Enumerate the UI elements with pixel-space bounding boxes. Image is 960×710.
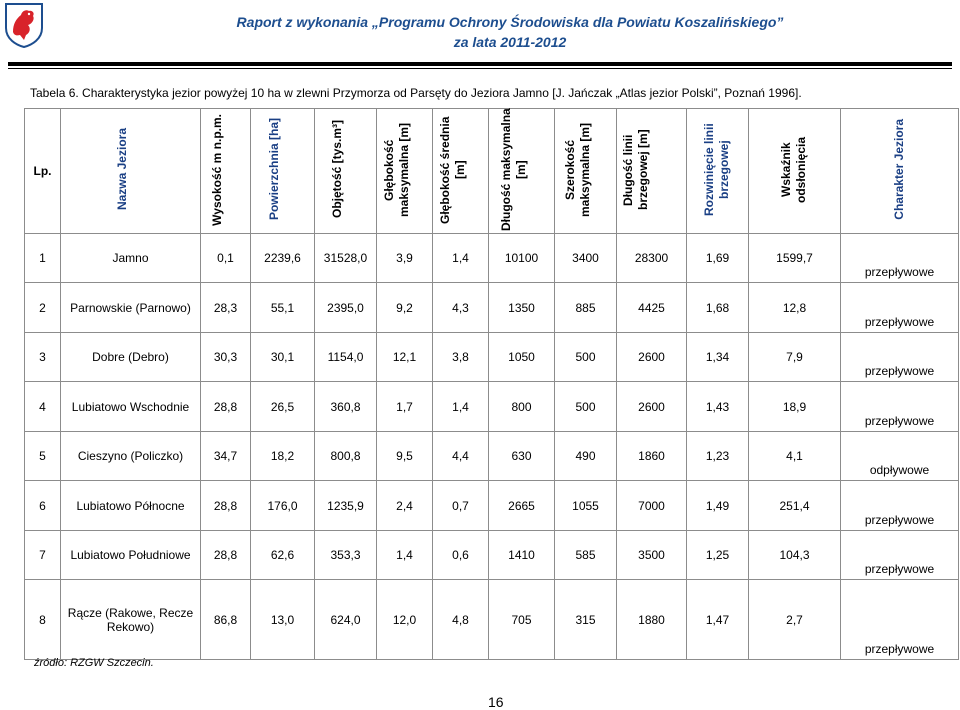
col-header-volume: Objętość [tys.m³] <box>315 109 377 234</box>
cell-lp: 4 <box>25 382 61 431</box>
cell-name: Parnowskie (Parnowo) <box>61 283 201 332</box>
cell-max-width: 490 <box>555 431 617 480</box>
cell-lp: 7 <box>25 530 61 579</box>
cell-volume: 1235,9 <box>315 481 377 530</box>
source-note: źródło: RZGW Szczecin. <box>34 657 154 669</box>
cell-avg-depth: 1,4 <box>433 382 489 431</box>
col-header-shoreline-length: Długość linii brzegowej [m] <box>617 109 687 234</box>
cell-max-width: 1055 <box>555 481 617 530</box>
cell-area: 30,1 <box>251 332 315 381</box>
cell-lp: 5 <box>25 431 61 480</box>
cell-area: 18,2 <box>251 431 315 480</box>
cell-exposure-index: 1599,7 <box>749 234 841 283</box>
cell-area: 26,5 <box>251 382 315 431</box>
cell-avg-depth: 4,3 <box>433 283 489 332</box>
cell-shoreline-length: 28300 <box>617 234 687 283</box>
cell-altitude: 30,3 <box>201 332 251 381</box>
table-row <box>25 481 959 530</box>
cell-avg-depth: 4,4 <box>433 431 489 480</box>
cell-max-depth: 9,2 <box>377 283 433 332</box>
cell-volume: 353,3 <box>315 530 377 579</box>
cell-max-width: 585 <box>555 530 617 579</box>
page-number: 16 <box>488 694 504 710</box>
table-row <box>25 382 959 431</box>
cell-character: przepływowe <box>841 234 959 283</box>
header-divider-thick <box>8 62 952 66</box>
cell-avg-depth: 0,6 <box>433 530 489 579</box>
cell-shoreline-development: 1,34 <box>687 332 749 381</box>
cell-max-width: 500 <box>555 332 617 381</box>
cell-lp: 1 <box>25 234 61 283</box>
cell-area: 13,0 <box>251 580 315 660</box>
cell-max-depth: 12,0 <box>377 580 433 660</box>
lakes-table <box>24 108 959 660</box>
cell-volume: 1154,0 <box>315 332 377 381</box>
cell-altitude: 34,7 <box>201 431 251 480</box>
col-header-exposure-index: Wskaźnik odsłonięcia <box>749 109 841 234</box>
cell-exposure-index: 4,1 <box>749 431 841 480</box>
cell-name: Lubiatowo Północne <box>61 481 201 530</box>
cell-max-depth: 2,4 <box>377 481 433 530</box>
cell-exposure-index: 7,9 <box>749 332 841 381</box>
cell-name: Dobre (Debro) <box>61 332 201 381</box>
cell-area: 176,0 <box>251 481 315 530</box>
cell-exposure-index: 251,4 <box>749 481 841 530</box>
cell-shoreline-development: 1,47 <box>687 580 749 660</box>
col-header-area: Powierzchnia [ha] <box>251 109 315 234</box>
cell-shoreline-length: 1860 <box>617 431 687 480</box>
cell-shoreline-length: 7000 <box>617 481 687 530</box>
cell-character: przepływowe <box>841 382 959 431</box>
cell-max-depth: 1,4 <box>377 530 433 579</box>
table-row <box>25 332 959 381</box>
cell-area: 2239,6 <box>251 234 315 283</box>
cell-max-length: 1050 <box>489 332 555 381</box>
col-header-max-length: Długość maksymalna [m] <box>489 109 555 234</box>
cell-altitude: 28,8 <box>201 481 251 530</box>
cell-altitude: 28,8 <box>201 530 251 579</box>
cell-max-width: 315 <box>555 580 617 660</box>
table-row <box>25 530 959 579</box>
cell-altitude: 28,3 <box>201 283 251 332</box>
cell-max-length: 10100 <box>489 234 555 283</box>
col-header-name: Nazwa Jeziora <box>61 109 201 234</box>
col-header-altitude: Wysokość m n.p.m. <box>201 109 251 234</box>
cell-volume: 800,8 <box>315 431 377 480</box>
cell-shoreline-length: 3500 <box>617 530 687 579</box>
cell-avg-depth: 1,4 <box>433 234 489 283</box>
cell-character: odpływowe <box>841 431 959 480</box>
cell-shoreline-development: 1,68 <box>687 283 749 332</box>
table-row <box>25 580 959 660</box>
col-header-max-width: Szerokość maksymalna [m] <box>555 109 617 234</box>
report-title: Raport z wykonania „Programu Ochrony Środowiska dla Powiatu Koszalińskiego” <box>236 14 784 30</box>
table-row <box>25 431 959 480</box>
cell-max-depth: 9,5 <box>377 431 433 480</box>
cell-max-depth: 1,7 <box>377 382 433 431</box>
table-body <box>25 234 959 660</box>
cell-avg-depth: 3,8 <box>433 332 489 381</box>
cell-character: przepływowe <box>841 332 959 381</box>
cell-name: Cieszyno (Policzko) <box>61 431 201 480</box>
cell-max-length: 2665 <box>489 481 555 530</box>
cell-exposure-index: 2,7 <box>749 580 841 660</box>
cell-max-length: 1410 <box>489 530 555 579</box>
cell-max-width: 3400 <box>555 234 617 283</box>
cell-max-depth: 12,1 <box>377 332 433 381</box>
table-caption: Tabela 6. Charakterystyka jezior powyżej 10 ha w zlewni Przymorza od Parsęty do Jeziora Jamno [J. Jańczak „Atlas jezior Polski”, Poznań 1996]. <box>30 86 802 100</box>
cell-area: 62,6 <box>251 530 315 579</box>
cell-name: Rącze (Rakowe, Recze Rekowo) <box>61 580 201 660</box>
cell-volume: 624,0 <box>315 580 377 660</box>
cell-shoreline-length: 2600 <box>617 332 687 381</box>
cell-lp: 3 <box>25 332 61 381</box>
cell-volume: 31528,0 <box>315 234 377 283</box>
table-row <box>25 234 959 283</box>
col-header-shoreline-development: Rozwinięcie linii brzegowej <box>687 109 749 234</box>
cell-max-depth: 3,9 <box>377 234 433 283</box>
cell-volume: 360,8 <box>315 382 377 431</box>
cell-shoreline-length: 4425 <box>617 283 687 332</box>
cell-max-width: 500 <box>555 382 617 431</box>
cell-lp: 6 <box>25 481 61 530</box>
cell-altitude: 86,8 <box>201 580 251 660</box>
table-row <box>25 283 959 332</box>
cell-max-length: 630 <box>489 431 555 480</box>
coat-of-arms-icon <box>4 2 44 48</box>
cell-shoreline-development: 1,43 <box>687 382 749 431</box>
cell-area: 55,1 <box>251 283 315 332</box>
cell-exposure-index: 12,8 <box>749 283 841 332</box>
col-header-max-depth: Głębokość maksymalna [m] <box>377 109 433 234</box>
col-header-avg-depth: Głębokość średnia [m] <box>433 109 489 234</box>
cell-lp: 2 <box>25 283 61 332</box>
cell-character: przepływowe <box>841 481 959 530</box>
cell-avg-depth: 4,8 <box>433 580 489 660</box>
cell-max-length: 800 <box>489 382 555 431</box>
cell-name: Lubiatowo Południowe <box>61 530 201 579</box>
cell-character: przepływowe <box>841 530 959 579</box>
header-row <box>25 109 959 234</box>
cell-name: Jamno <box>61 234 201 283</box>
cell-exposure-index: 104,3 <box>749 530 841 579</box>
cell-max-length: 705 <box>489 580 555 660</box>
cell-shoreline-length: 1880 <box>617 580 687 660</box>
cell-altitude: 0,1 <box>201 234 251 283</box>
header-divider-thin <box>8 68 952 69</box>
cell-character: przepływowe <box>841 283 959 332</box>
cell-exposure-index: 18,9 <box>749 382 841 431</box>
cell-volume: 2395,0 <box>315 283 377 332</box>
cell-shoreline-length: 2600 <box>617 382 687 431</box>
cell-shoreline-development: 1,25 <box>687 530 749 579</box>
cell-name: Lubiatowo Wschodnie <box>61 382 201 431</box>
cell-altitude: 28,8 <box>201 382 251 431</box>
cell-character: przepływowe <box>841 580 959 660</box>
report-period: za lata 2011-2012 <box>453 34 567 50</box>
cell-max-width: 885 <box>555 283 617 332</box>
cell-lp: 8 <box>25 580 61 660</box>
cell-shoreline-development: 1,69 <box>687 234 749 283</box>
col-header-character: Charakter Jeziora <box>841 109 959 234</box>
cell-avg-depth: 0,7 <box>433 481 489 530</box>
cell-shoreline-development: 1,49 <box>687 481 749 530</box>
col-header-lp: Lp. <box>25 109 61 234</box>
cell-max-length: 1350 <box>489 283 555 332</box>
cell-shoreline-development: 1,23 <box>687 431 749 480</box>
